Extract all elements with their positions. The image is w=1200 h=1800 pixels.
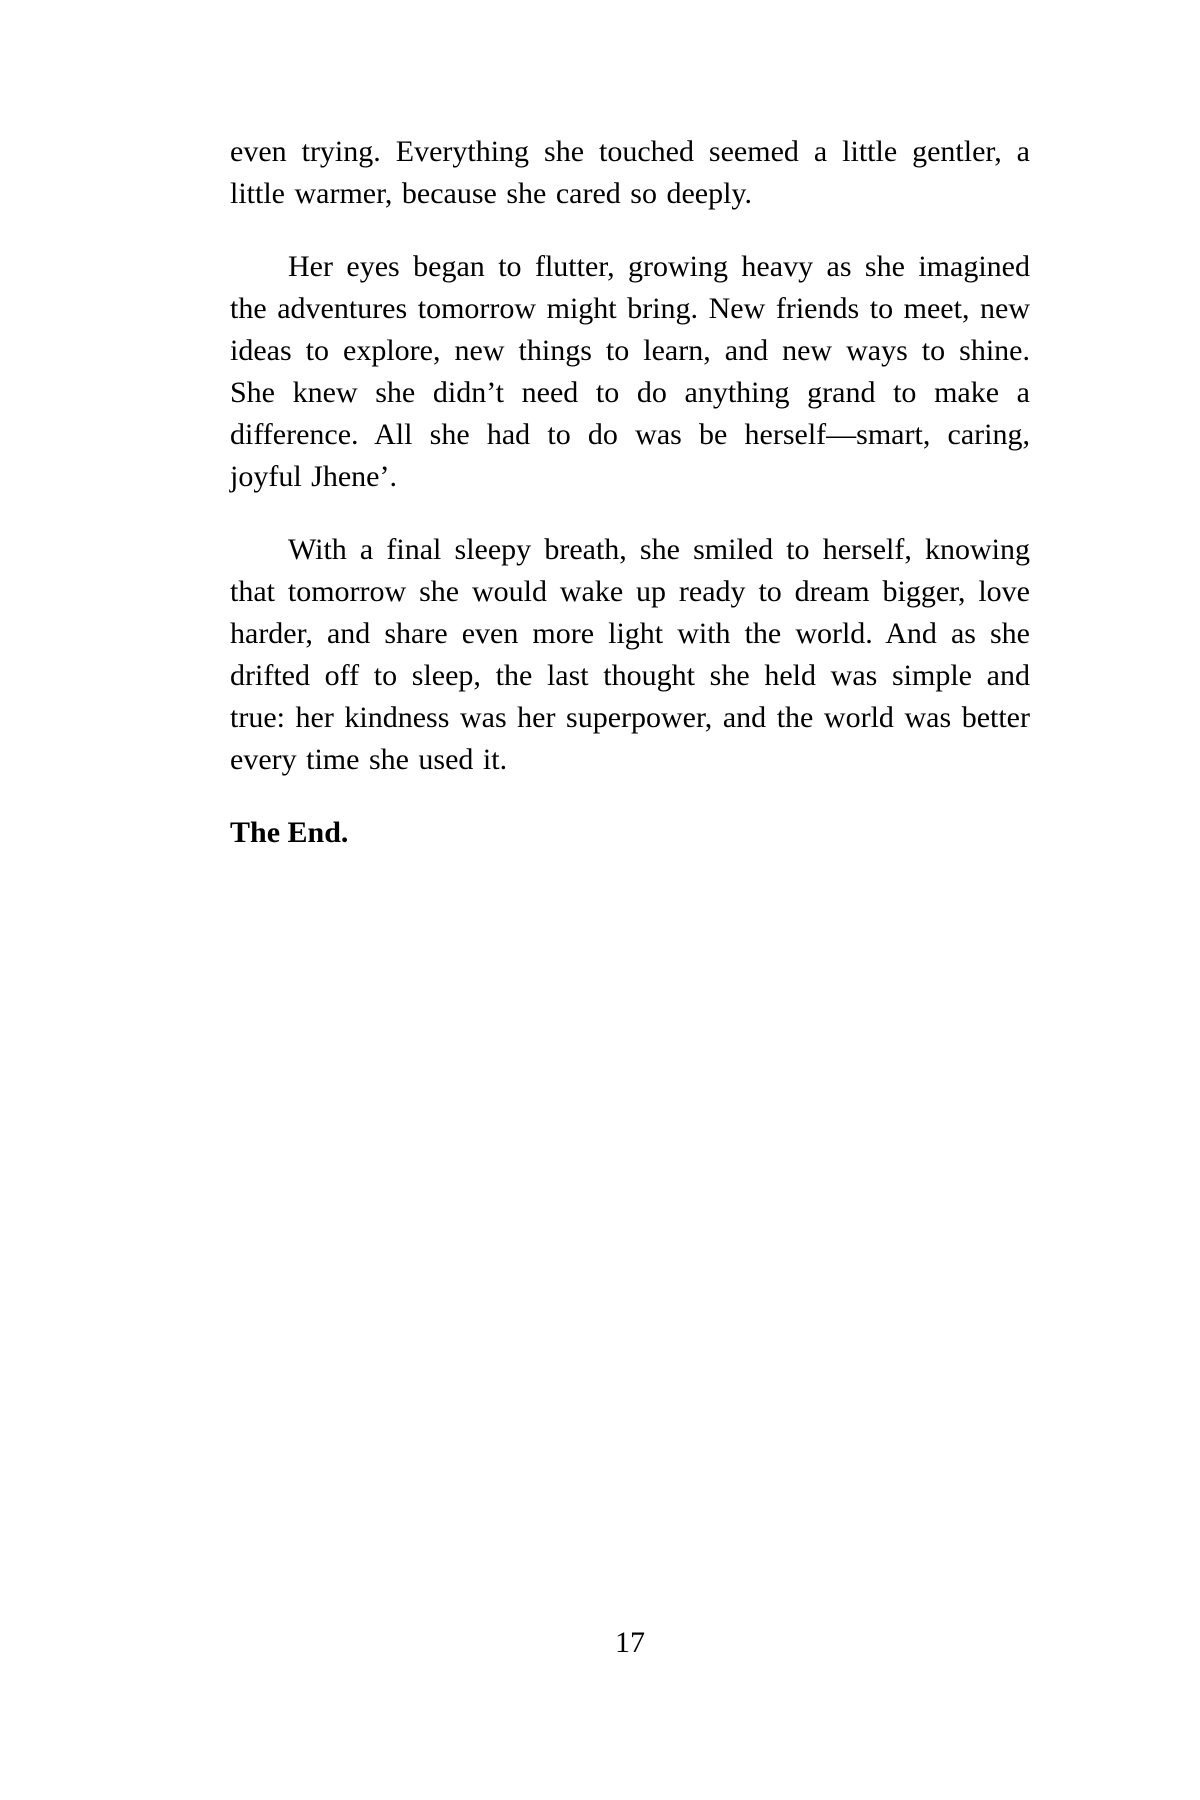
paragraph: Her eyes began to flutter, growing heavy as she imagined the adventures tomorrow might bring. New friends to meet, new ideas to explore, new things to learn, and new ways to shine. She knew she didn’t need to do anything grand to make a difference. All she had to do was be herself—smart, caring, joyful Jhene’. (230, 250, 1030, 493)
ending-label: The End. (230, 816, 349, 849)
text-block (230, 131, 1030, 885)
paragraph: With a final sleepy breath, she smiled to herself, knowing that tomorrow she would wake up ready to dream bigger, love harder, and share even more light with the world. And as she drifted off to sleep, the last thought she held was simple and true: her kindness was her superpower, and the world was better every time she used it. (230, 533, 1030, 776)
page-number: 17 (615, 1626, 645, 1659)
paragraph-continuation: even trying. Everything she touched seemed a little gentler, a little warmer, because she cared so deeply. (230, 135, 1030, 210)
